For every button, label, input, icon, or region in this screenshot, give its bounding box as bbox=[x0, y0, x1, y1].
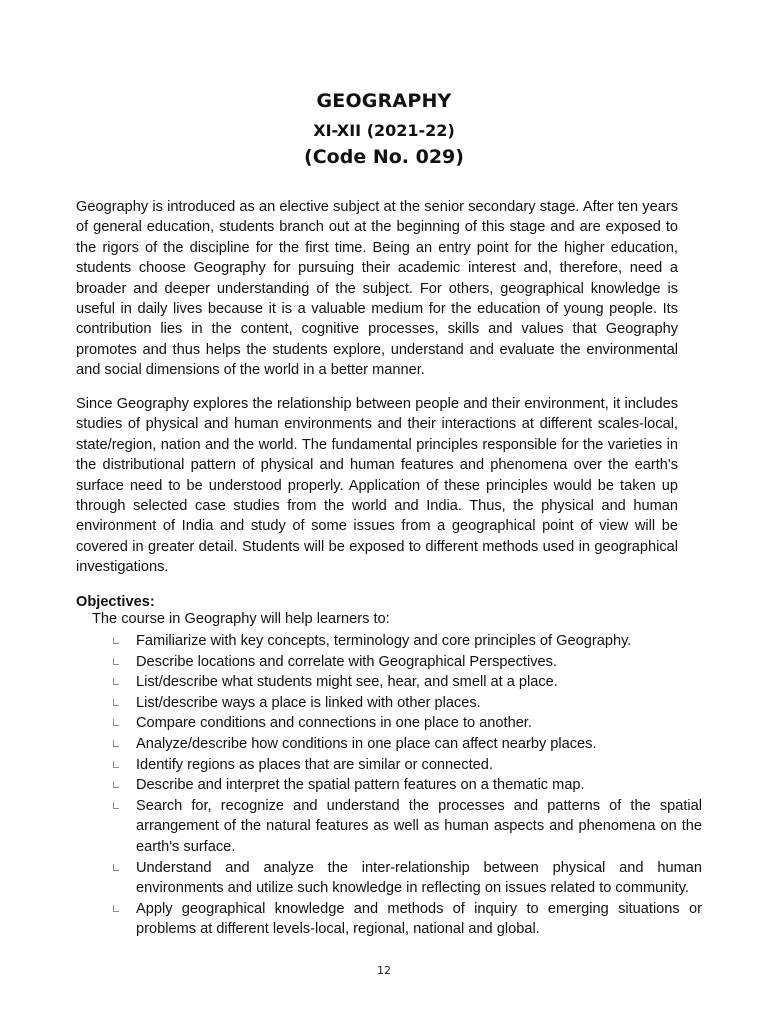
intro-paragraph-2: Since Geography explores the relationship between people and their environment, it includes studies of physical and human environments and their interactions at different scales-local, state/region, nation and the world. The fundamental principles responsible for the varieties in the distributional pattern of physical and human features and phenomena over the earth's surface need to be understood properly. Application of these principles would be taken up through selected case studies from the world and India. Thus, the physical and human environment of India and study of some issues from a geographical point of view will be covered in greater detail. Students will be exposed to different methods used in geographical investigations. bbox=[76, 396, 678, 576]
objective-item bbox=[112, 755, 702, 776]
bullet-icon bbox=[113, 678, 119, 685]
bullet-icon bbox=[113, 719, 119, 726]
objective-item bbox=[112, 631, 702, 652]
objective-item bbox=[112, 734, 702, 755]
objective-text: Describe and interpret the spatial pattern features on a thematic map. bbox=[136, 777, 585, 794]
objectives-heading: Objectives: bbox=[76, 594, 155, 610]
objective-item bbox=[112, 672, 702, 693]
intro-paragraph-1: Geography is introduced as an elective subject at the senior secondary stage. After ten years of general education, students branch out at the beginning of this stage and are exposed to the rigors of the discipline for the first time. Being an entry point for the higher education, students choose Geography for pursuing their academic interest and, therefore, need a broader and deeper understanding of the subject. For others, geographical knowledge is useful in daily lives because it is a valuable medium for the education of young people. Its contribution lies in the content, cognitive processes, skills and values that Geography promotes and thus helps the students explore, understand and evaluate the environmental and social dimensions of the world in a better manner. bbox=[76, 199, 678, 379]
objective-text: List/describe what students might see, hear, and smell at a place. bbox=[136, 674, 558, 691]
bullet-icon bbox=[113, 905, 119, 912]
objective-text: Familiarize with key concepts, terminology and core principles of Geography. bbox=[136, 633, 632, 649]
objective-text: Compare conditions and connections in one place to another. bbox=[136, 715, 532, 732]
objective-item bbox=[112, 899, 702, 940]
bullet-icon bbox=[113, 864, 119, 871]
objective-item bbox=[112, 693, 702, 714]
bullet-icon bbox=[113, 761, 119, 768]
objectives-list bbox=[112, 631, 702, 940]
objective-text: Understand and analyze the inter-relationship between physical and human environments and utilize such knowledge in reflecting on issues related to community. bbox=[136, 859, 702, 897]
bullet-icon bbox=[113, 699, 119, 706]
objective-item bbox=[112, 775, 702, 796]
objective-text: Apply geographical knowledge and methods of inquiry to emerging situations or problems at different levels-local, regional, national and global. bbox=[136, 900, 702, 938]
bullet-icon bbox=[113, 658, 119, 665]
document-title: GEOGRAPHY bbox=[316, 90, 452, 112]
bullet-icon bbox=[113, 781, 119, 788]
objective-text: Analyze/describe how conditions in one place can affect nearby places. bbox=[136, 735, 597, 752]
objective-text: Describe locations and correlate with Geographical Perspectives. bbox=[136, 653, 557, 670]
objective-text: Search for, recognize and understand the processes and patterns of the spatial arrangement of the natural features as well as human aspects and phenomena on the earth's surface. bbox=[136, 797, 702, 855]
objectives-intro: The course in Geography will help learners to: bbox=[92, 611, 390, 627]
objective-item bbox=[112, 858, 702, 899]
bullet-icon bbox=[113, 637, 119, 644]
subject-code: (Code No. 029) bbox=[304, 146, 464, 168]
page-number: 12 bbox=[377, 964, 391, 977]
objective-item bbox=[112, 713, 702, 734]
bullet-icon bbox=[113, 740, 119, 747]
objective-item bbox=[112, 796, 702, 858]
class-range: XI-XII (2021-22) bbox=[313, 121, 455, 140]
objective-item bbox=[112, 652, 702, 673]
objective-text: List/describe ways a place is linked with other places. bbox=[136, 694, 481, 711]
bullet-icon bbox=[113, 802, 119, 809]
objective-text: Identify regions as places that are similar or connected. bbox=[136, 756, 493, 773]
